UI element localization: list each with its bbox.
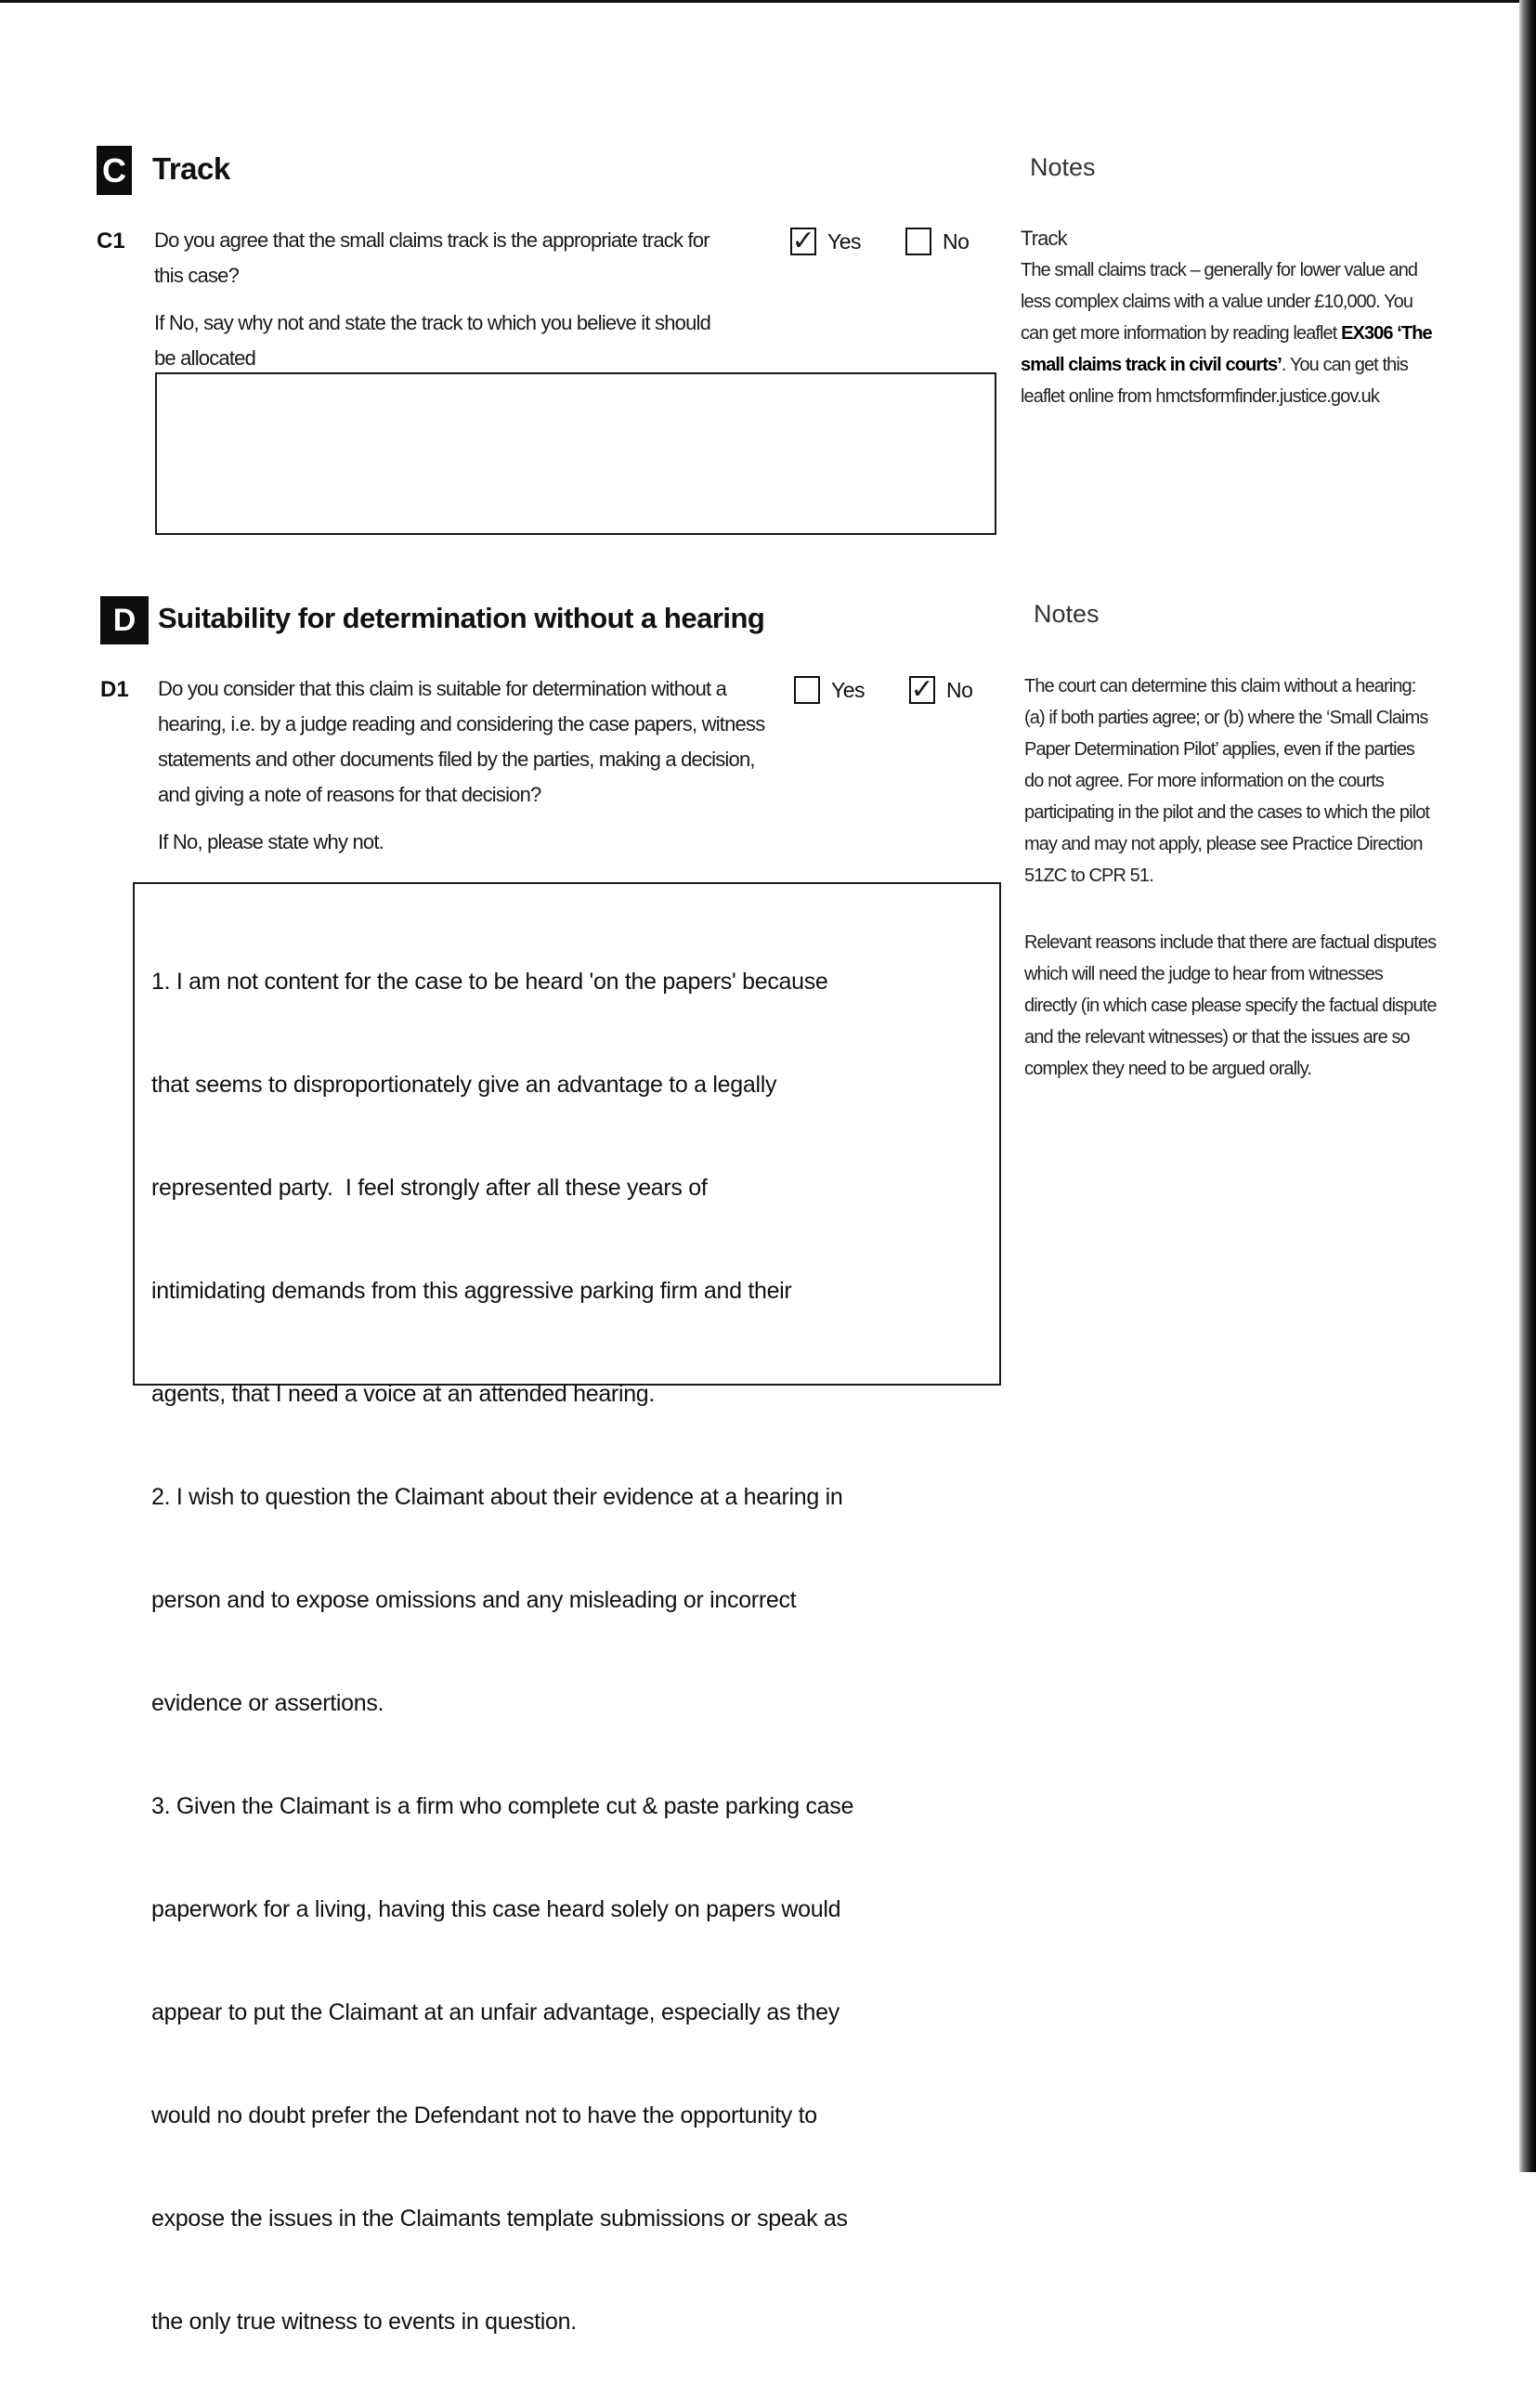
notes-line: which will need the judge to hear from witnesses [1024,964,1383,984]
section-c-title: Track [152,151,230,186]
section-c-letter-badge: C [97,146,132,195]
notes-line: leaflet online from hmctsformfinder.justice.gov.uk [1021,386,1379,407]
d1-no-label: No [946,678,973,702]
answer-line: 3. Given the Claimant is a firm who complete cut & paste parking case [151,1793,854,1819]
answer-line: intimidating demands from this aggressive parking firm and their [151,1278,792,1304]
answer-line: expose the issues in the Claimants template submissions or speak as [151,2206,848,2232]
c1-reason-textbox[interactable] [155,372,996,535]
answer-line: would no doubt prefer the Defendant not to have the opportunity to [151,2102,817,2128]
question-c1-followup [154,306,710,376]
notes-line: may and may not apply, please see Practice Direction [1024,834,1423,854]
answer-line: appear to put the Claimant at an unfair advantage, especially as they [151,1999,840,2025]
question-c1-line1: Do you agree that the small claims track is the appropriate track for [154,228,709,252]
question-c1-followup-line1: If No, say why not and state the track to which you believe it should [154,311,711,334]
answer-line: the only true witness to events in question. [151,2309,577,2335]
notes-line: do not agree. For more information on the courts [1024,771,1385,791]
question-d1-number: D1 [100,677,129,702]
question-d1-line: hearing, i.e. by a judge reading and considering the case papers, witness [158,712,765,735]
notes-text: . You can get this [1281,355,1409,375]
c1-yes-label: Yes [827,229,862,254]
notes-line: 51ZC to CPR 51. [1024,866,1153,886]
d1-yes-checkbox[interactable] [794,676,820,704]
notes-line: Relevant reasons include that there are factual disputes [1024,932,1437,953]
section-d-notes-para1 [1024,670,1429,892]
c1-yes-checkbox[interactable] [790,228,816,255]
notes-line: Paper Determination Pilot’ applies, even if the parties [1024,739,1415,760]
section-c-notes-body [1021,223,1432,412]
d1-reason-text [151,896,853,2408]
c1-no-checkbox[interactable] [905,228,931,255]
notes-line: The court can determine this claim without a hearing: [1024,676,1416,696]
notes-line: and the relevant witnesses) or that the issues are so [1024,1027,1410,1048]
notes-line: The small claims track – generally for lower value and [1021,260,1418,280]
notes-line: directly (in which case please specify the factual dispute [1024,996,1437,1016]
question-d1-text [158,671,764,813]
question-d1-followup: If No, please state why not. [158,830,384,853]
answer-line: 2. I wish to question the Claimant about their evidence at a hearing in [151,1484,843,1510]
answer-line: person and to expose omissions and any misleading or incorrect [151,1587,797,1613]
d1-yes-label: Yes [831,678,866,702]
notes-line: less complex claims with a value under £10,000. You [1021,292,1413,312]
d1-no-checkbox[interactable] [909,676,935,704]
c1-no-label: No [943,229,970,254]
question-d1-line: statements and other documents filed by the parties, making a decision, [158,748,755,771]
notes-line: complex they need to be argued orally. [1024,1059,1311,1079]
leaflet-reference: EX306 ‘The [1341,323,1432,344]
scan-edge-top [0,0,1536,3]
answer-line: that seems to disproportionately give an advantage to a legally [151,1072,777,1098]
question-c1-followup-line2: be allocated [154,346,256,370]
checkmark-icon: ✓ [791,226,815,256]
answer-line: paperwork for a living, having this case heard solely on papers would [151,1896,841,1922]
question-d1-line: and giving a note of reasons for that decision? [158,783,541,806]
checkmark-icon: ✓ [910,674,934,705]
answer-line: represented party. I feel strongly after all these years of [151,1175,708,1201]
question-d1-line: Do you consider that this claim is suitable for determination without a [158,677,727,700]
answer-line: 1. I am not content for the case to be heard 'on the papers' because [151,969,828,995]
answer-line: evidence or assertions. [151,1690,384,1716]
notes-track-subheading: Track [1021,227,1067,250]
scan-edge-right [1519,0,1536,2172]
notes-line: (a) if both parties agree; or (b) where the ‘Small Claims [1024,708,1428,728]
d1-reason-textbox[interactable] [133,882,1001,2335]
answer-line: agents, that I need a voice at an attended hearing. [151,1381,656,1407]
section-d-notes-heading: Notes [1034,600,1100,628]
section-c-notes-heading: Notes [1030,153,1096,181]
notes-line: participating in the pilot and the cases to which the pilot [1024,802,1430,823]
notes-line [1021,318,1432,349]
question-c1-line2: this case? [154,264,240,287]
question-c1-text [154,223,709,293]
section-d-notes-para2 [1024,927,1437,1085]
notes-text: can get more information by reading leaflet [1021,323,1342,344]
notes-line [1021,349,1432,381]
question-c1-number: C1 [97,228,125,254]
section-d-letter-badge: D [100,596,149,644]
leaflet-title: small claims track in civil courts’ [1021,355,1282,375]
section-d-title: Suitability for determination without a hearing [158,602,765,634]
